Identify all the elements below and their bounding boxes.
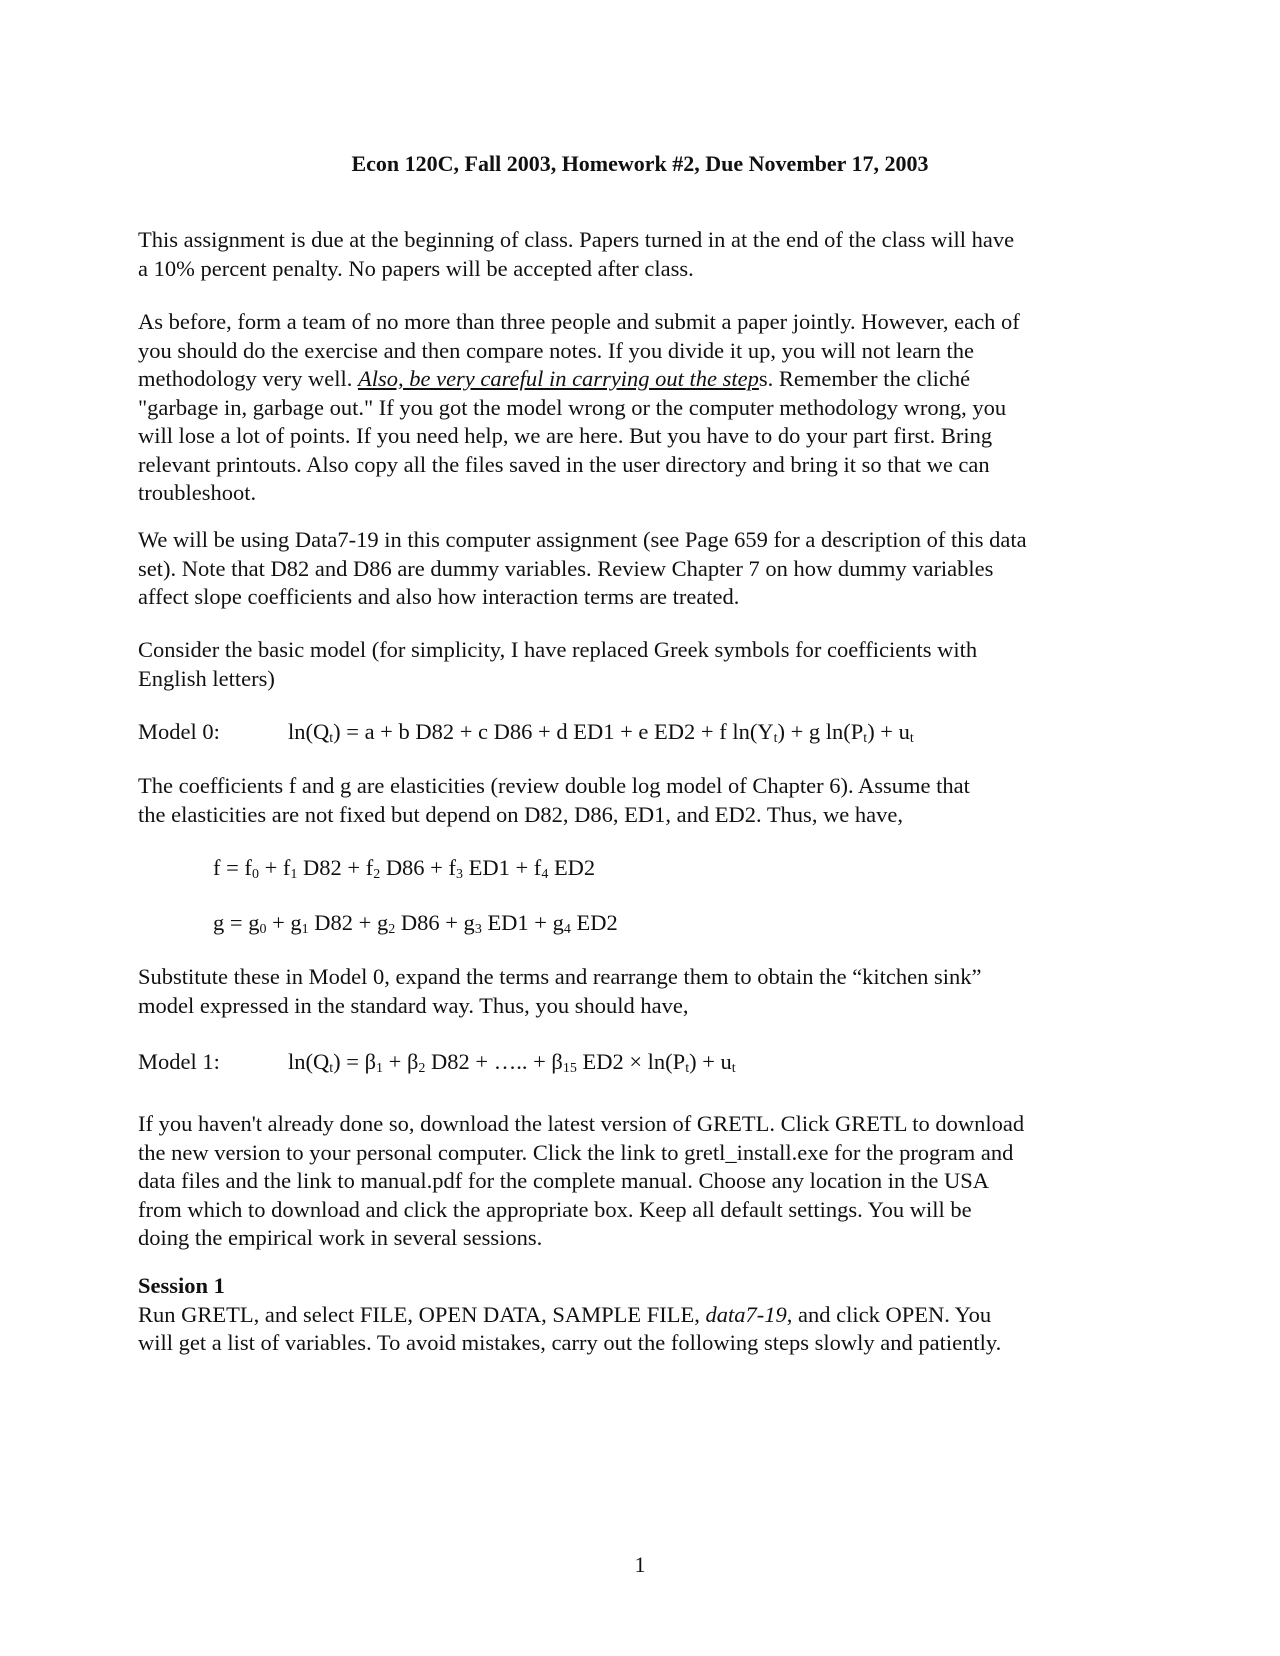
text-line: As before, form a team of no more than three people and submit a paper jointly. However, each of (138, 309, 1020, 334)
equation-part: ED2 × ln(P (576, 1049, 686, 1074)
text-line: troubleshoot. (138, 480, 257, 505)
subscript: 4 (541, 867, 549, 882)
subscript: t (329, 1061, 334, 1076)
equation-part: f = f (213, 855, 252, 880)
emphasis-text: data7-19 (705, 1301, 787, 1327)
text-segment: methodology very well. (138, 366, 358, 391)
subscript: 1 (290, 867, 298, 882)
subscript: 15 (562, 1061, 577, 1076)
equation-part: g = g (213, 910, 260, 935)
text-segment: s. Remember the cliché (758, 366, 971, 391)
text-line: you should do the exercise and then compare notes. If you divide it up, you will not learn the (138, 337, 975, 363)
paragraph-elasticities (138, 772, 1148, 829)
equation-part: ) = β (333, 1049, 377, 1074)
text-line (138, 1301, 1148, 1330)
equation-part: ) + u (689, 1049, 732, 1074)
text-line: "garbage in, garbage out." If you got the model wrong or the computer methodology wrong, you (138, 394, 1007, 420)
subscript: 2 (418, 1061, 426, 1076)
equation-part: + f (258, 855, 291, 880)
text-line: will lose a lot of points. If you need help, we are here. But you have to do your part first. Bring (138, 423, 993, 448)
text-line: Consider the basic model (for simplicity, I have replaced Greek symbols for coefficients with (138, 637, 978, 662)
equation-g (213, 910, 618, 936)
subscript: 0 (251, 867, 259, 882)
section-heading: Session 1 (138, 1273, 225, 1298)
text-segment: , and click OPEN. You (786, 1301, 992, 1327)
equation-part: ED1 + g (481, 910, 564, 935)
text-line: the elasticities are not fixed but depend on D82, D86, ED1, and ED2. Thus, we have, (138, 801, 904, 827)
subscript: 4 (563, 922, 571, 937)
equation-body (288, 718, 914, 746)
text-line: We will be using Data7-19 in this computer assignment (see Page 659 for a description of this data (138, 527, 1027, 552)
text-line: the new version to your personal computer. Click the link to gretl_install.exe for the program and (138, 1139, 1014, 1165)
equation-label: Model 0: (138, 719, 220, 744)
equation-model-0 (0, 718, 1280, 748)
paragraph-team-instructions (138, 308, 1148, 508)
subscript: t (731, 1061, 736, 1076)
text-line: If you haven't already done so, download the latest version of GRETL. Click GRETL to download (138, 1111, 1025, 1136)
equation-part: ln(Q (288, 719, 330, 744)
subscript: t (773, 731, 778, 746)
equation-model-1 (0, 1048, 1280, 1078)
document-title: Econ 120C, Fall 2003, Homework #2, Due November 17, 2003 (351, 151, 929, 176)
text-line: set). Note that D82 and D86 are dummy variables. Review Chapter 7 on how dummy variables (138, 555, 994, 581)
text-line: This assignment is due at the beginning of class. Papers turned in at the end of the class will have (138, 227, 1015, 252)
section-session-1 (138, 1272, 1148, 1358)
subscript: 0 (259, 922, 267, 937)
equation-part: ) + u (867, 719, 910, 744)
equation-part: ED2 (548, 855, 596, 880)
text-line: Substitute these in Model 0, expand the terms and rearrange them to obtain the “kitchen sink” (138, 964, 982, 989)
equation-part: D82 + f (297, 855, 374, 880)
text-line: The coefficients f and g are elasticities (review double log model of Chapter 6). Assume that (138, 773, 970, 798)
text-segment: Run GRETL, and select FILE, OPEN DATA, SAMPLE FILE, (138, 1301, 706, 1327)
equation-f (213, 855, 595, 881)
equation-part: D82 + g (308, 910, 389, 935)
text-line: relevant printouts. Also copy all the files saved in the user directory and bring it so that we can (138, 451, 990, 477)
equation-body (288, 1048, 736, 1076)
equation-part: ) = a + b D82 + c D86 + d ED1 + e ED2 + f ln(Y (333, 719, 774, 744)
subscript: t (863, 731, 868, 746)
equation-part: ED2 (570, 910, 618, 935)
text-line: a 10% percent penalty. No papers will be accepted after class. (138, 255, 694, 281)
subscript: 3 (456, 867, 463, 882)
text-line: from which to download and click the appropriate box. Keep all default settings. You will be (138, 1196, 972, 1222)
subscript: 2 (373, 867, 381, 882)
text-line: model expressed in the standard way. Thus, you should have, (138, 992, 689, 1018)
paragraph-basic-model-intro (138, 636, 1148, 693)
subscript: 3 (474, 922, 482, 937)
paragraph-kitchen-sink (138, 963, 1148, 1020)
equation-label: Model 1: (138, 1049, 220, 1074)
subscript: t (329, 731, 334, 746)
emphasis-text: Also, be very careful in carrying out the step (357, 366, 759, 391)
text-line: will get a list of variables. To avoid mistakes, carry out the following steps slowly and patiently. (138, 1330, 1002, 1355)
text-line (138, 365, 1148, 394)
subscript: 2 (388, 922, 396, 937)
paragraph-gretl-download (138, 1110, 1148, 1253)
equation-part: D86 + f (380, 855, 456, 880)
paragraph-due-policy (138, 226, 1148, 283)
text-line: affect slope coefficients and also how interaction terms are treated. (138, 584, 740, 609)
equation-part: ln(Q (288, 1049, 330, 1074)
equation-part: + g (266, 910, 302, 935)
subscript: 1 (301, 922, 309, 937)
text-line: data files and the link to manual.pdf for the complete manual. Choose any location in the USA (138, 1168, 990, 1193)
equation-part: D86 + g (395, 910, 475, 935)
subscript: t (909, 731, 914, 746)
equation-part: + β (383, 1049, 419, 1074)
equation-part: ED1 + f (463, 855, 542, 880)
subscript: t (685, 1061, 690, 1076)
subscript: 1 (376, 1061, 384, 1076)
page-number: 1 (634, 1552, 646, 1577)
equation-part: D82 + ….. + β (425, 1049, 563, 1074)
paragraph-data-description (138, 526, 1148, 612)
equation-part: ) + g ln(P (777, 719, 864, 744)
text-line: English letters) (138, 665, 275, 691)
text-line: doing the empirical work in several sessions. (138, 1225, 543, 1250)
